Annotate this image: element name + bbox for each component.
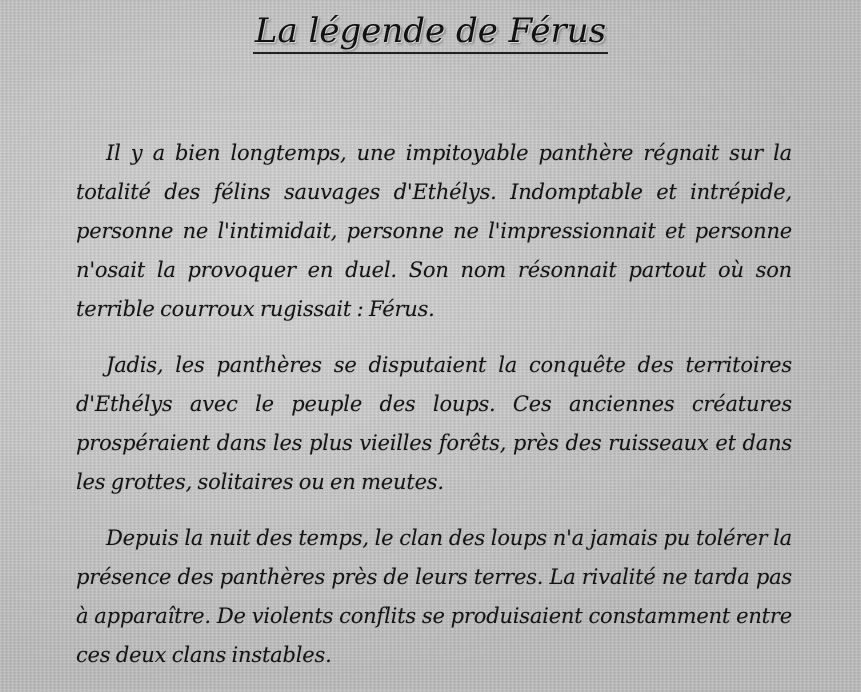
story-paragraph-2: Jadis, les panthères se disputaient la conquête des territoires d'Ethélys avec le peuple des loups. Ces anciennes créatures prospéraient dans les plus vieilles forêts, près des ruisseaux et dans les grottes, solitaires ou en meutes. xyxy=(76,353,792,494)
story-paragraph-1: Il y a bien longtemps, une impitoyable panthère régnait sur la totalité des félins sauvages d'Ethélys. Indomptable et intrépide, personne ne l'intimidait, personne ne l'impressionnait et personne n'osait la provoquer en duel. Son nom résonnait partout où son terrible courroux rugissait : Férus. xyxy=(76,141,792,321)
page-title xyxy=(0,6,861,56)
page-title-text: La légende de Férus xyxy=(253,11,608,54)
story-body xyxy=(76,134,792,692)
story-paragraph-3: Depuis la nuit des temps, le clan des loups n'a jamais pu tolérer la présence des panthères près de leurs terres. La rivalité ne tarda pas à apparaître. De violents conflits se produisaient constamment entre ces deux clans instables. xyxy=(76,526,792,667)
